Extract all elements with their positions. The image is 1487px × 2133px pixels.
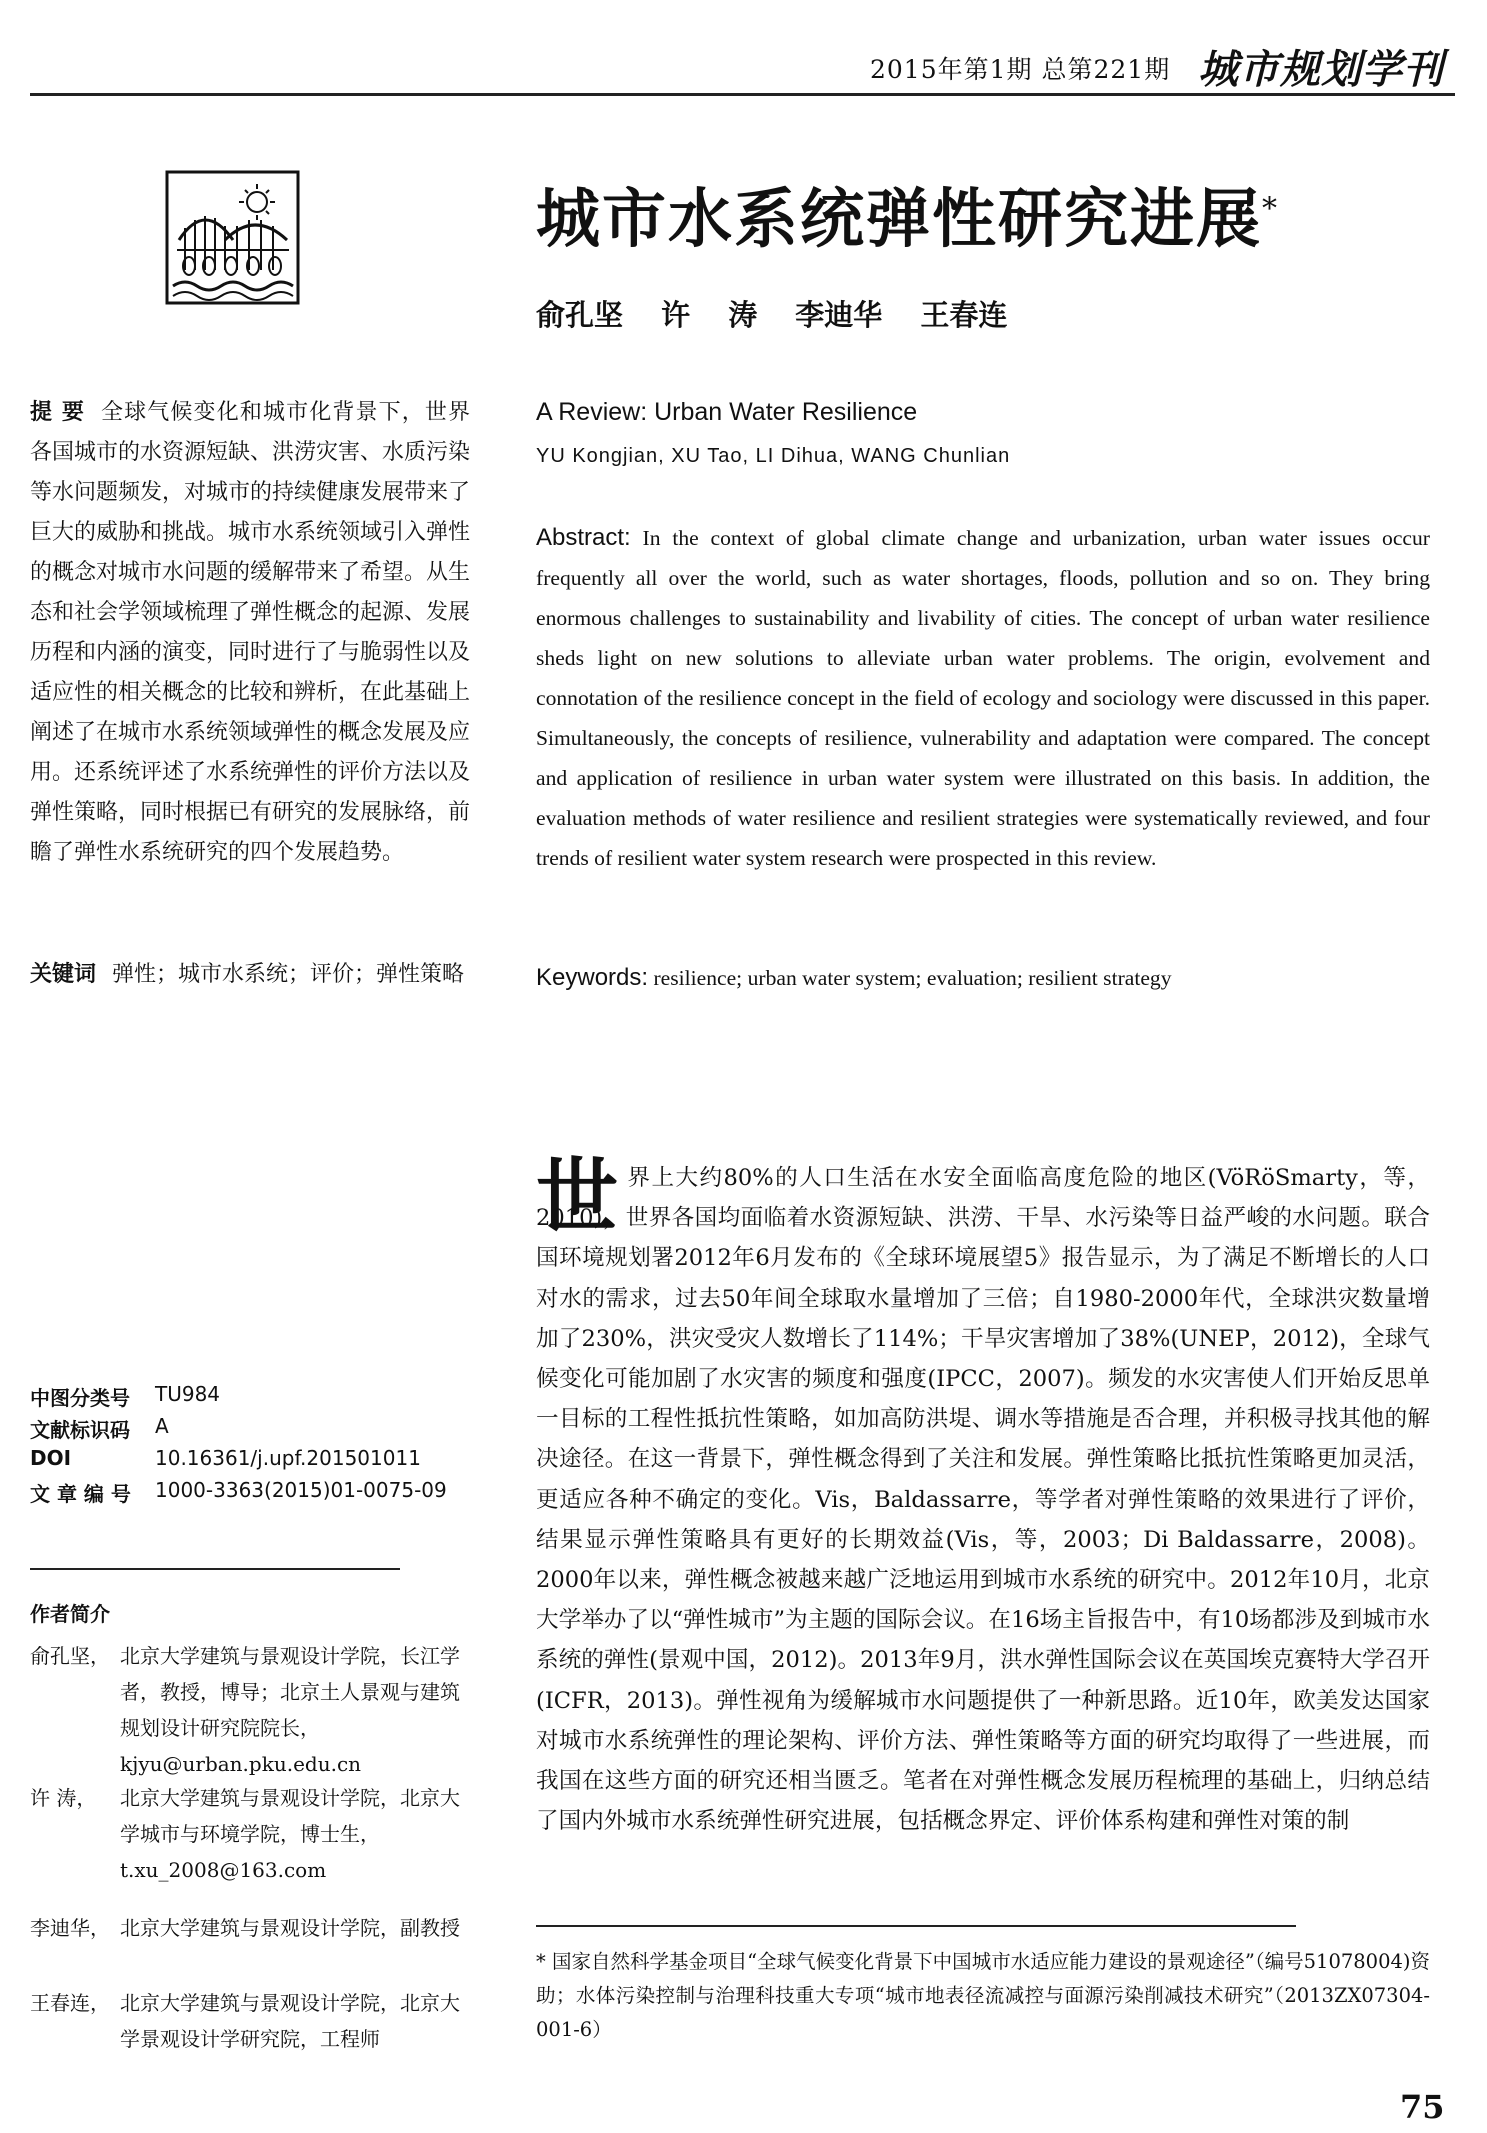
header-rule — [30, 93, 1455, 96]
keywords-cn-text: 弹性；城市水系统；评价；弹性策略 — [112, 962, 465, 987]
meta-value: A — [155, 1414, 169, 1438]
article-title — [536, 168, 1279, 260]
meta-value: TU984 — [155, 1382, 221, 1406]
meta-value: 1000-3363(2015)01-0075-09 — [155, 1478, 447, 1502]
english-authors: YU Kongjian, XU Tao, LI Dihua, WANG Chunlian — [536, 445, 1011, 467]
meta-value: 10.16361/j.upf.201501011 — [155, 1446, 421, 1470]
abstract-cn-text: 全球气候变化和城市化背景下，世界各国城市的水资源短缺、洪涝灾害、水质污染等水问题频发，对城市的持续健康发展带来了巨大的威胁和挑战。城市水系统领域引入弹性的概念对城市水问题的缓解带来了希望。从生态和社会学领域梳理了弹性概念的起源、发展历程和内涵的演变，同时进行了与脆弱性以及适应性的相关概念的比较和辨析，在此基础上阐述了在城市水系统领域弹性的概念发展及应用。还系统评述了水系统弹性的评价方法以及弹性策略，同时根据已有研究的发展脉络，前瞻了弹性水系统研究的四个发展趋势。 — [30, 400, 471, 865]
bio-name: 王春连， — [30, 1991, 110, 2015]
english-keywords-text: resilience; urban water system; evaluation; resilient strategy — [653, 966, 1172, 990]
meta-key: 中图分类号 — [30, 1386, 130, 1410]
author-bio — [30, 1780, 475, 1888]
author-list: 俞孔坚 许 涛 李迪华 王春连 — [536, 298, 1008, 332]
author-bio — [30, 1638, 475, 1782]
meta-row-article-number — [30, 1478, 470, 1510]
english-abstract-text: In the context of global climate change and urbanization, urban water issues occur frequently all over the world, such as water shortages, floods, pollution and so on. They bring enormous challenges to sustainability and livability of cities. The concept of urban water resilience sheds light on new solutions to alleviate urban water problems. The origin, evolvement and connotation of the resilience concept in the field of ecology and sociology were discussed in this paper. Simultaneously, the concepts of resilience, vulnerability and adaptation were compared. The concept and application of resilience in urban water system were illustrated on this basis. In addition, the evaluation methods of water resilience and resilient strategies were systematically reviewed, and four trends of resilient water system research were prospected in this review. — [536, 526, 1430, 870]
english-abstract — [536, 518, 1430, 878]
body-text: 界上大约80%的人口生活在水安全面临高度危险的地区(VöRöSmarty，等，2010)，世界各国均面临着水资源短缺、洪涝、干旱、水污染等日益严峻的水问题。联合国环境规划署2012年6月发布的《全球环境展望5》报告显示，为了满足不断增长的人口对水的需求，过去50年间全球取水量增加了三倍；自1980-2000年代，全球洪灾数量增加了230%，洪灾受灾人数增长了114%；干旱灾害增加了38%(UNEP，2012)，全球气候变化可能加剧了水灾害的频度和强度(IPCC，2007)。频发的水灾害使人们开始反思单一目标的工程性抵抗性策略，如加高防洪堤、调水等措施是否合理，并积极寻找其他的解决途径。在这一背景下，弹性概念得到了关注和发展。弹性策略比抵抗性策略更加灵活，更适应各种不确定的变化。Vis，Baldassarre，等学者对弹性策略的效果进行了评价，结果显示弹性策略具有更好的长期效益(Vis，等，2003；Di Baldassarre，2008)。2000年以来，弹性概念被越来越广泛地运用到城市水系统的研究中。2012年10月，北京大学举办了以“弹性城市”为主题的国际会议。在16场主旨报告中，有10场都涉及到城市水系统的弹性(景观中国，2012)。2013年9月，洪水弹性国际会议在英国埃克赛特大学召开(ICFR，2013)。弹性视角为缓解城市水问题提供了一种新思路。近10年，欧美发达国家对城市水系统弹性的理论架构、评价方法、弹性策略等方面的研究均取得了一些进展，而我国在这些方面的研究还相当匮乏。笔者在对弹性概念发展历程梳理的基础上，归纳总结了国内外城市水系统弹性研究进展，包括概念界定、评价体系构建和弹性对策的制 — [536, 1165, 1430, 1835]
english-title: A Review: Urban Water Resilience — [536, 398, 918, 426]
bio-name: 李迪华， — [30, 1916, 110, 1940]
issue-info: 2015年第1期 总第221期 — [870, 55, 1171, 84]
meta-row-doi — [30, 1446, 470, 1478]
journal-logo — [165, 170, 300, 305]
meta-row-clc — [30, 1382, 470, 1414]
author-bio — [30, 1910, 475, 1946]
english-keywords — [536, 958, 1430, 998]
keywords-cn-label: 关键词 — [30, 962, 97, 987]
drop-cap: 世 — [536, 1149, 619, 1245]
keywords-cn — [30, 955, 470, 995]
meta-key: 文 章 编 号 — [30, 1482, 131, 1506]
english-abstract-label: Abstract: — [536, 524, 631, 551]
footnote-rule — [536, 1925, 1296, 1927]
author-bio-heading: 作者简介 — [30, 1602, 110, 1626]
footnote: * 国家自然科学基金项目“全球气候变化背景下中国城市水适应能力建设的景观途径”（编号51078004)资助；水体污染控制与治理科技重大专项“城市地表径流减控与面源污染削减技术研究”（2013ZX07304-001-6） — [536, 1950, 1430, 2041]
bio-text: 北京大学建筑与景观设计学院，北京大学景观设计学研究院，工程师 — [120, 1991, 460, 2051]
title-footnote-mark: * — [1262, 191, 1279, 227]
bio-name: 许 涛， — [30, 1786, 97, 1810]
meta-row-doc-code — [30, 1414, 470, 1446]
meta-divider — [30, 1568, 400, 1570]
bio-text: 北京大学建筑与景观设计学院，长江学者，教授，博导；北京土人景观与建筑规划设计研究院院长，kjyu@urban.pku.edu.cn — [120, 1644, 460, 1776]
journal-name: 城市规划学刊 — [1198, 46, 1444, 93]
meta-key: DOI — [30, 1446, 72, 1470]
abstract-cn-label: 提 要 — [30, 400, 86, 425]
page-number: 75 — [1400, 2088, 1445, 2126]
author-bio — [30, 1985, 475, 2057]
bio-name: 俞孔坚， — [30, 1644, 110, 1668]
english-keywords-label: Keywords: — [536, 964, 649, 991]
meta-key: 文献标识码 — [30, 1418, 130, 1442]
body-paragraph — [536, 1149, 1430, 1841]
bio-text: 北京大学建筑与景观设计学院，北京大学城市与环境学院，博士生，t.xu_2008@163.com — [120, 1786, 460, 1882]
bio-text: 北京大学建筑与景观设计学院，副教授 — [120, 1916, 460, 1940]
abstract-cn — [30, 393, 470, 873]
title-text: 城市水系统弹性研究进展 — [536, 182, 1262, 257]
